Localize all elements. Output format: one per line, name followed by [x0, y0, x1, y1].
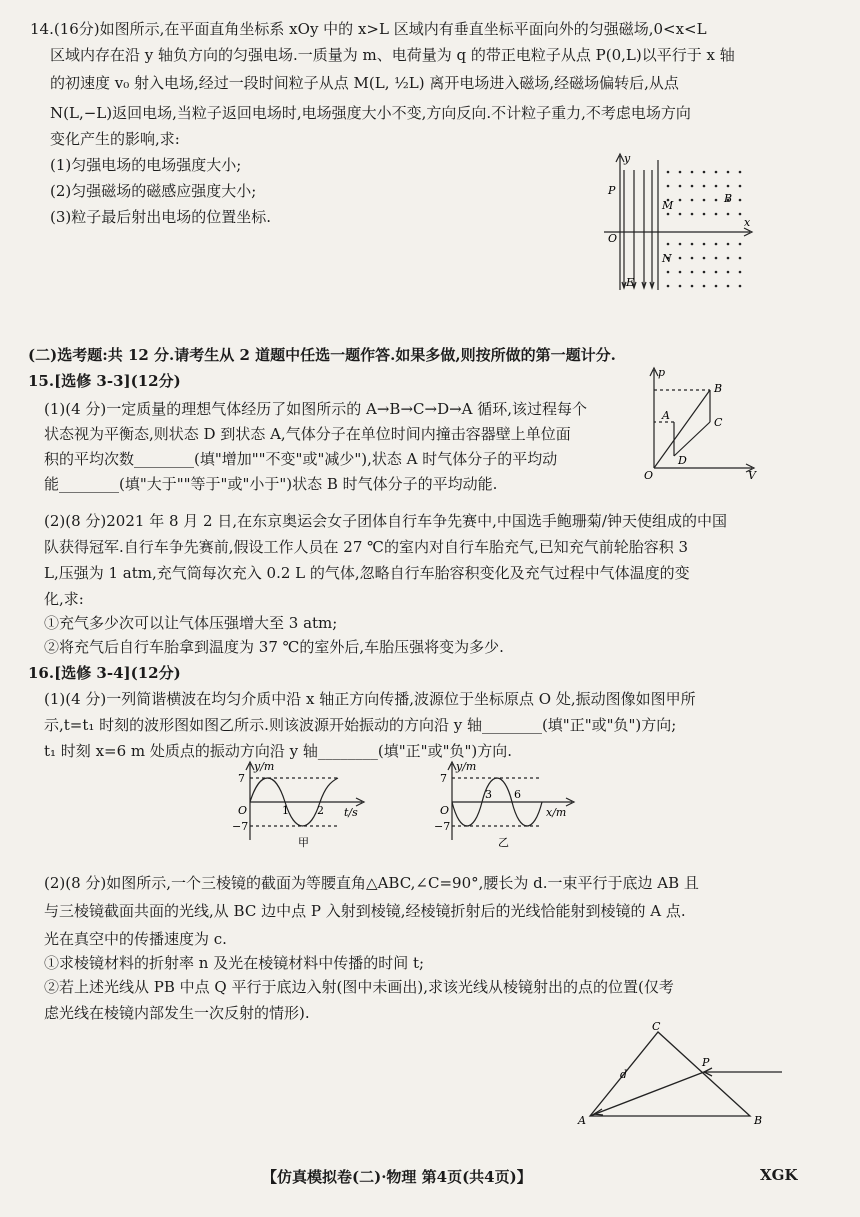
q16-title: 16.[选修 3-4](12分) [28, 664, 181, 682]
q15-p1-line3: 积的平均次数________(填"增加""不变"或"减少"),状态 A 时气体分子的平均动 [44, 450, 558, 468]
q14-label-B: B [724, 192, 733, 205]
q14-line4: N(L,−L)返回电场,当粒子返回电场时,电场强度大小不变,方向反向.不计粒子重力,不考虑电场方向 [50, 104, 691, 122]
q16a-tick-1: 1 [282, 804, 289, 817]
q15-p2-line2: 队获得冠军.自行车争先赛前,假设工作人员在 27 ℃的室内对自行车胎充气,已知充气前轮胎容积 3 [44, 538, 689, 556]
q16c-label-d: d [620, 1068, 628, 1081]
footer-code: XGK [760, 1166, 798, 1184]
q16-p2-line1: (2)(8 分)如图所示,一个三棱镜的截面为等腰直角△ABC,∠C=90°,腰长为 d.一束平行于底边 AB 且 [44, 874, 699, 892]
q14-label-O: O [608, 232, 618, 245]
q16b-top: 7 [440, 772, 447, 785]
section-elective-header: (二)选考题:共 12 分.请考生从 2 道题中任选一题作答.如果多做,则按所做的第一题计分. [28, 346, 616, 364]
q15-title: 15.[选修 3-3](12分) [28, 372, 181, 390]
q16a-origin: O [238, 804, 248, 817]
q14-line1: 14.(16分)如图所示,在平面直角坐标系 xOy 中的 x>L 区域内有垂直坐标平面向外的匀强磁场,0<x<L [30, 20, 707, 38]
q16c-label-P: P [702, 1056, 710, 1069]
q16b-origin: O [440, 804, 450, 817]
q16a-ylabel: y/m [254, 760, 275, 773]
q16-p1-line3: t₁ 时刻 x=6 m 处质点的振动方向沿 y 轴________(填"正"或"负")方向. [44, 742, 512, 760]
q15-label-B: B [714, 382, 723, 395]
q16-p2-a: ①求棱镜材料的折射率 n 及光在棱镜材料中传播的时间 t; [44, 954, 425, 972]
q14-label-P: P [608, 184, 616, 197]
q14-line2: 区域内存在沿 y 轴负方向的匀强电场.一质量为 m、电荷量为 q 的带正电粒子从点 P(0,L)以平行于 x 轴 [50, 46, 735, 64]
q16-p1-line1: (1)(4 分)一列简谐横波在均匀介质中沿 x 轴正方向传播,波源位于坐标原点 O 处,振动图像如图甲所 [44, 690, 696, 708]
q16b-xlabel: x/m [546, 806, 567, 819]
q16a-bottom: −7 [232, 820, 249, 833]
q15-label-C: C [714, 416, 723, 429]
q15-p2-a: ①充气多少次可以让气体压强增大至 3 atm; [44, 614, 338, 632]
q16-p2-line2: 与三棱镜截面共面的光线,从 BC 边中点 P 入射到棱镜,经棱镜折射后的光线恰能射到棱镜的 A 点. [44, 902, 686, 920]
q16-p2-line3: 光在真空中的传播速度为 c. [44, 930, 227, 948]
q14-sub1: (1)匀强电场的电场强度大小; [50, 156, 242, 174]
q15-p2-line1: (2)(8 分)2021 年 8 月 2 日,在东京奥运会女子团体自行车争先赛中,中国选手鲍珊菊/钟天使组成的中国 [44, 512, 727, 530]
q15-p1-line1: (1)(4 分)一定质量的理想气体经历了如图所示的 A→B→C→D→A 循环,该过程每个 [44, 400, 588, 418]
q16-p1-line2: 示,t=t₁ 时刻的波形图如图乙所示.则该波源开始振动的方向沿 y 轴________(填"正"或"负")方向; [44, 716, 677, 734]
q16a-top: 7 [238, 772, 245, 785]
q16b-caption: 乙 [498, 836, 509, 849]
q14-sub2: (2)匀强磁场的磁感应强度大小; [50, 182, 257, 200]
q16c-label-C: C [652, 1020, 661, 1033]
q15-pv-figure [640, 364, 760, 482]
q15-label-O: O [644, 469, 654, 482]
q16a-tick-2: 2 [317, 804, 324, 817]
q15-p2-b: ②将充气后自行车胎拿到温度为 37 ℃的室外后,车胎压强将变为多少. [44, 638, 504, 656]
q16b-tick-3: 3 [485, 788, 492, 801]
q16-prism-figure [572, 1020, 792, 1130]
page-footer: 【仿真模拟卷(二)·物理 第4页(共4页)】 [262, 1168, 532, 1186]
q16-wave-graph [432, 760, 582, 850]
q16c-label-A: A [578, 1114, 586, 1127]
q14-label-M: M [662, 199, 674, 212]
q14-label-E: E [626, 276, 635, 289]
q14-sub3: (3)粒子最后射出电场的位置坐标. [50, 208, 272, 226]
q16a-xlabel: t/s [344, 806, 358, 819]
q14-line3: 的初速度 v₀ 射入电场,经过一段时间粒子从点 M(L, ½L) 离开电场进入磁场,经磁场偏转后,从点 [50, 74, 679, 92]
q14-field-figure [600, 150, 760, 300]
q14-label-x: x [744, 216, 751, 229]
q16b-bottom: −7 [434, 820, 451, 833]
q16-vibration-graph [230, 760, 370, 850]
q15-p1-line2: 状态视为平衡态,则状态 D 到状态 A,气体分子在单位时间内撞击容器壁上单位面 [44, 425, 571, 443]
q15-p2-line3: L,压强为 1 atm,充气筒每次充入 0.2 L 的气体,忽略自行车胎容积变化及充气过程中气体温度的变 [44, 564, 690, 582]
q15-label-p: p [658, 366, 666, 379]
q16-p2-b2: 虑光线在棱镜内部发生一次反射的情形). [44, 1004, 310, 1022]
q14-line5: 变化产生的影响,求: [50, 130, 180, 148]
q15-p1-line4: 能________(填"大于""等于"或"小于")状态 B 时气体分子的平均动能. [44, 475, 498, 493]
q16a-caption: 甲 [298, 836, 309, 849]
q16b-tick-6: 6 [514, 788, 521, 801]
q15-p2-line4: 化,求: [44, 590, 84, 608]
q16-p2-b1: ②若上述光线从 PB 中点 Q 平行于底边入射(图中未画出),求该光线从棱镜射出的点的位置(仅考 [44, 978, 674, 996]
q14-label-N: N [662, 252, 672, 265]
q16b-ylabel: y/m [456, 760, 477, 773]
q15-label-D: D [678, 454, 687, 467]
q15-label-V: V [748, 469, 756, 482]
q14-label-y: y [624, 152, 631, 165]
q16c-label-B: B [754, 1114, 763, 1127]
q15-label-A: A [662, 409, 670, 422]
